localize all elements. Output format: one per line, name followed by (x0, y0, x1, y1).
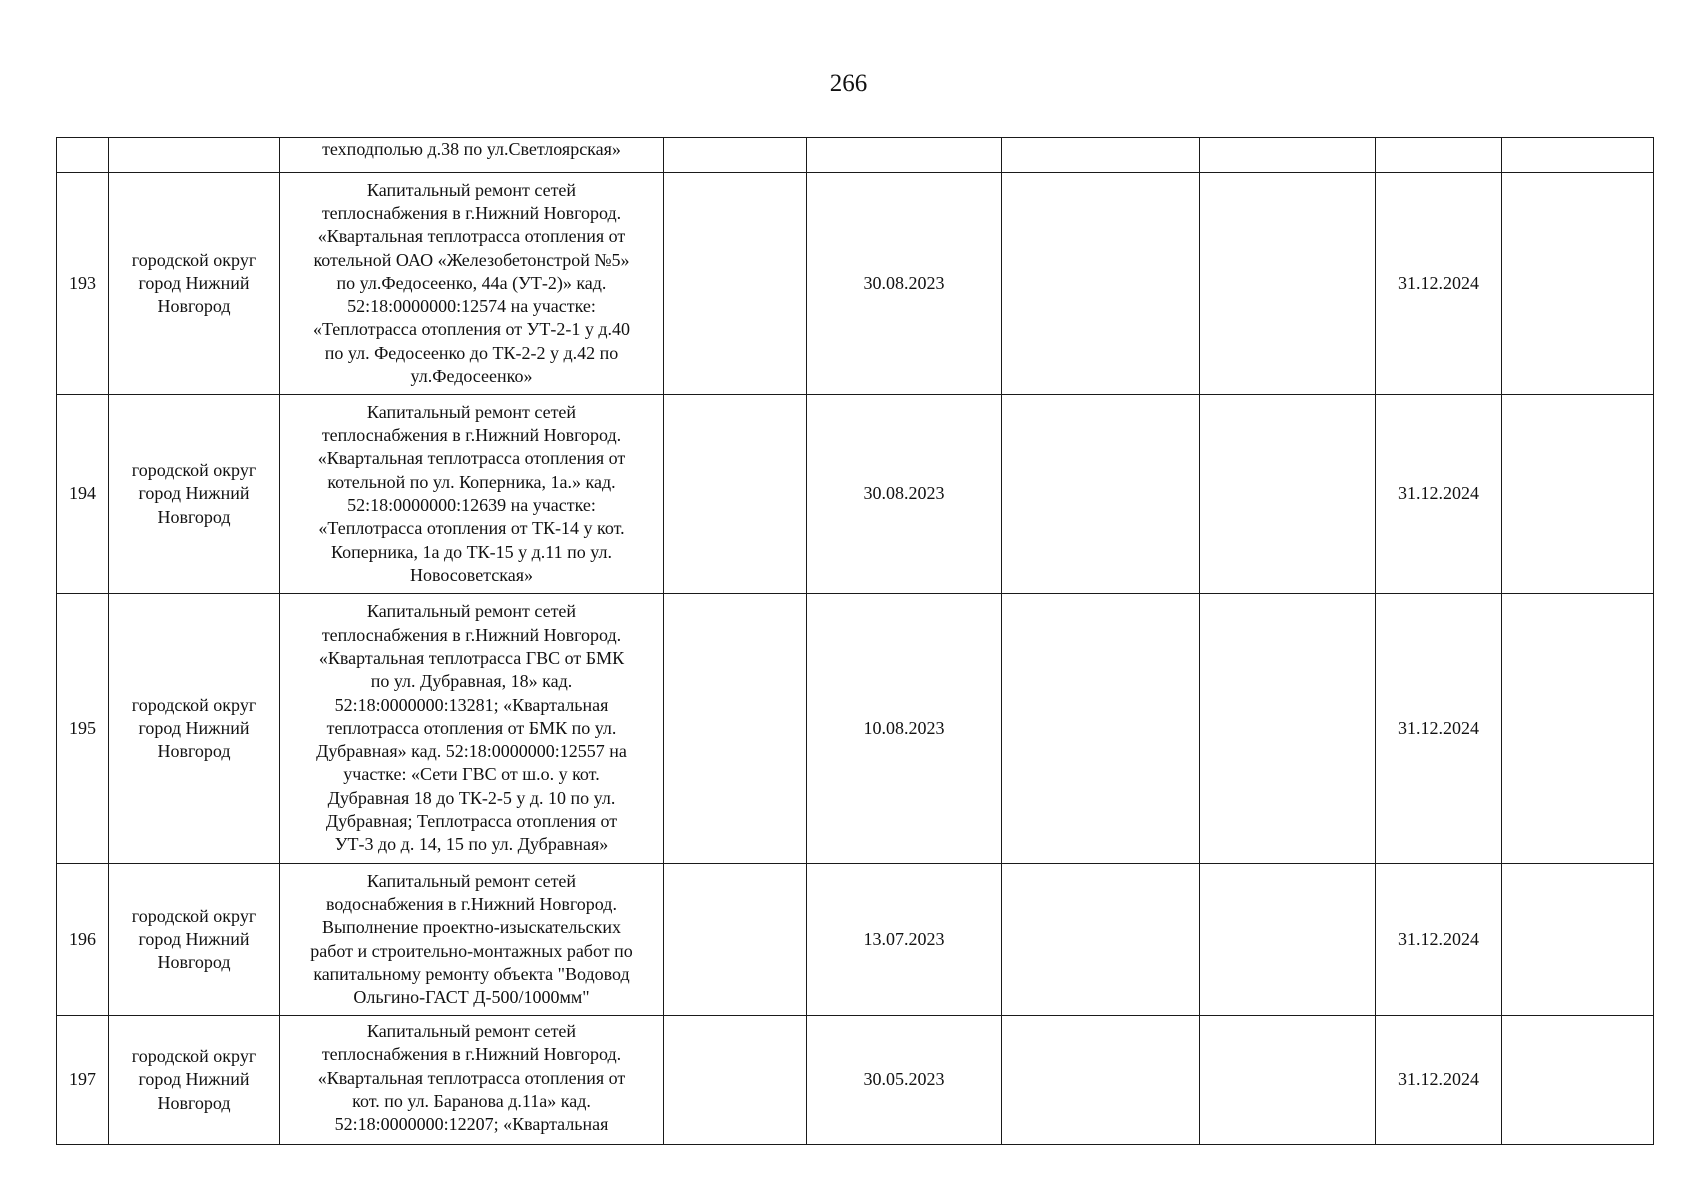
cell-date-start: 30.08.2023 (807, 173, 1002, 395)
table-row (57, 594, 1654, 864)
projects-table (56, 137, 1654, 1145)
cell-empty (1200, 395, 1376, 594)
cell-date-start: 10.08.2023 (807, 594, 1002, 864)
cell-empty (1002, 1016, 1200, 1145)
cell-description: Капитальный ремонт сетей водоснабжения в г.Нижний Новгород. Выполнение проектно-изыскательских работ и строительно-монтажных работ по капитальному ремонту объекта "Водовод Ольгино-ГАСТ Д-500/1000мм" (280, 864, 664, 1016)
cell-empty (664, 594, 807, 864)
cell-municipality (109, 138, 280, 173)
table-row-continuation (57, 138, 1654, 173)
cell-empty (664, 173, 807, 395)
cell-num: 194 (57, 395, 109, 594)
cell-municipality: городской округ город Нижний Новгород (109, 1016, 280, 1145)
page-number: 266 (829, 70, 868, 97)
cell-empty (664, 1016, 807, 1145)
cell-num: 195 (57, 594, 109, 864)
cell-municipality: городской округ город Нижний Новгород (109, 173, 280, 395)
cell-empty (1200, 1016, 1376, 1145)
cell-empty (1502, 1016, 1654, 1145)
cell-empty (664, 864, 807, 1016)
cell-date-end: 31.12.2024 (1376, 864, 1502, 1016)
table-row (57, 1016, 1654, 1145)
table-row (57, 864, 1654, 1016)
cell-empty (1002, 173, 1200, 395)
cell-num: 197 (57, 1016, 109, 1145)
cell-empty (1002, 395, 1200, 594)
cell-empty (1200, 138, 1376, 173)
cell-empty (664, 138, 807, 173)
cell-municipality: городской округ город Нижний Новгород (109, 395, 280, 594)
cell-description: Капитальный ремонт сетей теплоснабжения в г.Нижний Новгород. «Квартальная теплотрасса отопления от котельной по ул. Коперника, 1а.» кад. 52:18:0000000:12639 на участке: «Теплотрасса отопления от ТК-14 у кот. Коперника, 1а до ТК-15 у д.11 по ул. Новосоветская» (280, 395, 664, 594)
cell-date-end: 31.12.2024 (1376, 173, 1502, 395)
cell-empty (1502, 864, 1654, 1016)
cell-num: 196 (57, 864, 109, 1016)
cell-description: Капитальный ремонт сетей теплоснабжения в г.Нижний Новгород. «Квартальная теплотрасса отопления от котельной ОАО «Железобетонстрой №5» по ул.Федосеенко, 44а (УТ-2)» кад. 52:18:0000000:12574 на участке: «Теплотрасса отопления от УТ-2-1 у д.40 по ул. Федосеенко до ТК-2-2 у д.42 по ул.Федосеенко» (280, 173, 664, 395)
cell-description: Капитальный ремонт сетей теплоснабжения в г.Нижний Новгород. «Квартальная теплотрасса ГВС от БМК по ул. Дубравная, 18» кад. 52:18:0000000:13281; «Квартальная теплотрасса отопления от БМК по ул. Дубравная» кад. 52:18:0000000:12557 на участке: «Сети ГВС от ш.о. у кот. Дубравная 18 до ТК-2-5 у д. 10 по ул. Дубравная; Теплотрасса отопления от УТ-3 до д. 14, 15 по ул. Дубравная» (280, 594, 664, 864)
cell-description (280, 138, 664, 173)
cell-empty (1200, 864, 1376, 1016)
cell-empty (1502, 395, 1654, 594)
cell-date-start (807, 138, 1002, 173)
cell-description: Капитальный ремонт сетей теплоснабжения в г.Нижний Новгород. «Квартальная теплотрасса отопления от кот. по ул. Баранова д.11а» кад. 52:18:0000000:12207; «Квартальная (280, 1016, 664, 1145)
cell-empty (1002, 594, 1200, 864)
cell-date-end: 31.12.2024 (1376, 395, 1502, 594)
cell-date-start: 30.05.2023 (807, 1016, 1002, 1145)
cell-municipality: городской округ город Нижний Новгород (109, 594, 280, 864)
cell-date-start: 30.08.2023 (807, 395, 1002, 594)
cell-empty (1502, 138, 1654, 173)
cell-num (57, 138, 109, 173)
cell-date-end (1376, 138, 1502, 173)
cell-date-start: 13.07.2023 (807, 864, 1002, 1016)
cell-empty (1200, 173, 1376, 395)
cell-date-end: 31.12.2024 (1376, 594, 1502, 864)
table-row (57, 395, 1654, 594)
cell-num: 193 (57, 173, 109, 395)
cell-empty (1002, 138, 1200, 173)
cell-empty (1002, 864, 1200, 1016)
cell-municipality: городской округ город Нижний Новгород (109, 864, 280, 1016)
cell-empty (664, 395, 807, 594)
description-line: техподполью д.38 по ул.Светлоярская» (322, 139, 621, 159)
cell-date-end: 31.12.2024 (1376, 1016, 1502, 1145)
cell-empty (1502, 594, 1654, 864)
cell-empty (1502, 173, 1654, 395)
table-row (57, 173, 1654, 395)
cell-empty (1200, 594, 1376, 864)
